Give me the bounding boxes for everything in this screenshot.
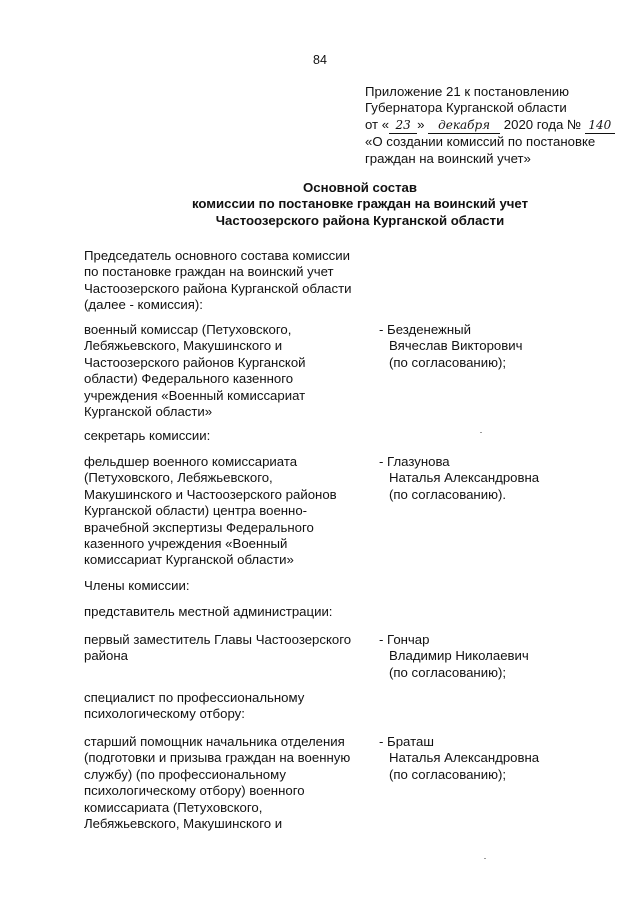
members-heading: Члены комиссии:	[84, 578, 190, 593]
psych-heading-line: психологическому отбору:	[84, 706, 245, 722]
appendix-header	[365, 84, 635, 167]
position-line: (подготовки и призыва граждан на военную	[84, 750, 351, 766]
appendix-line-1: Приложение 21 к постановлению	[365, 84, 569, 99]
psych-heading	[84, 690, 384, 723]
chairman-heading-line: (далее - комиссия):	[84, 297, 203, 313]
title-line-1: Основной состав	[303, 180, 417, 195]
position-line: казенного учреждения «Военный	[84, 536, 288, 552]
appendix-line-2: Губернатора Курганской области	[365, 100, 567, 116]
date-year: 2020 года №	[503, 116, 582, 132]
given-names: Наталья Александровна	[389, 750, 540, 766]
secretary-heading: секретарь комиссии:	[84, 428, 211, 443]
position-line: Частоозерского районов Курганской	[84, 354, 306, 370]
member-name	[379, 734, 619, 783]
position-line: Макушинского и Частоозерского районов	[84, 486, 337, 502]
appendix-line-4: «О создании комиссий по постановке	[365, 134, 596, 150]
date-prefix: от «	[365, 116, 390, 132]
title-line-3: Частоозерского района Курганской области	[215, 212, 505, 228]
position-line: врачебной экспертизы Федерального	[84, 519, 314, 535]
position-line: службу) (по профессиональному	[84, 766, 286, 782]
member-name	[379, 322, 619, 371]
appendix-date-line	[365, 117, 635, 134]
given-names: Владимир Николаевич	[389, 648, 529, 664]
position-line: Лебяжьевского, Макушинского и	[84, 338, 283, 354]
handwritten-month: декабря	[428, 117, 500, 134]
member-name	[379, 632, 619, 681]
page-number: 84	[313, 53, 327, 67]
position-line: первый заместитель Главы Частоозерского	[84, 632, 352, 647]
document-title	[0, 180, 640, 229]
agreement-note: (по согласованию);	[389, 664, 507, 680]
position-line: района	[84, 648, 128, 664]
member-position	[84, 632, 384, 665]
appendix-line-5: граждан на воинский учет»	[365, 150, 531, 166]
position-line: комиссариат Курганской области»	[84, 552, 294, 568]
chairman-heading	[84, 248, 384, 314]
agreement-note: (по согласованию);	[389, 766, 507, 782]
position-line: фельдшер военного комиссариата	[84, 454, 298, 469]
given-names: Вячеслав Викторович	[389, 338, 523, 354]
surname: - Браташ	[379, 734, 434, 749]
chairman-heading-line: по постановке граждан на воинский учет	[84, 264, 334, 280]
surname: - Гончар	[379, 632, 430, 647]
position-line: Курганской области) центра военно-	[84, 503, 308, 519]
position-line: старший помощник начальника отделения	[84, 734, 345, 749]
member-position	[84, 734, 384, 832]
handwritten-day: 23	[389, 117, 417, 134]
position-line: (Петуховского, Лебяжьевского,	[84, 470, 273, 486]
position-line: военный комиссар (Петуховского,	[84, 322, 292, 337]
date-mid: »	[417, 116, 425, 132]
chairman-heading-line: Председатель основного состава комиссии	[84, 248, 350, 263]
given-names: Наталья Александровна	[389, 470, 540, 486]
position-line: учреждения «Военный комиссариат	[84, 387, 306, 403]
member-name	[379, 454, 619, 503]
position-line: психологическому отбору) военного	[84, 783, 305, 799]
member-position	[84, 322, 374, 420]
agreement-note: (по согласованию).	[389, 486, 507, 502]
title-line-2: комиссии по постановке граждан на воинский учет	[191, 196, 529, 212]
handwritten-doc-number: 140	[585, 117, 615, 134]
surname: - Безденежный	[379, 322, 471, 337]
surname: - Глазунова	[379, 454, 450, 469]
scan-speck	[484, 858, 486, 859]
chairman-heading-line: Частоозерского района Курганской области	[84, 280, 352, 296]
position-line: Курганской области»	[84, 404, 213, 420]
agreement-note: (по согласованию);	[389, 354, 507, 370]
position-line: области) Федерального казенного	[84, 371, 294, 387]
scan-speck	[480, 432, 482, 433]
position-line: Лебяжьевского, Макушинского и	[84, 816, 283, 832]
psych-heading-line: специалист по профессиональному	[84, 690, 305, 705]
member-position	[84, 454, 374, 569]
local-admin-heading: представитель местной администрации:	[84, 604, 333, 619]
position-line: комиссариата (Петуховского,	[84, 799, 263, 815]
